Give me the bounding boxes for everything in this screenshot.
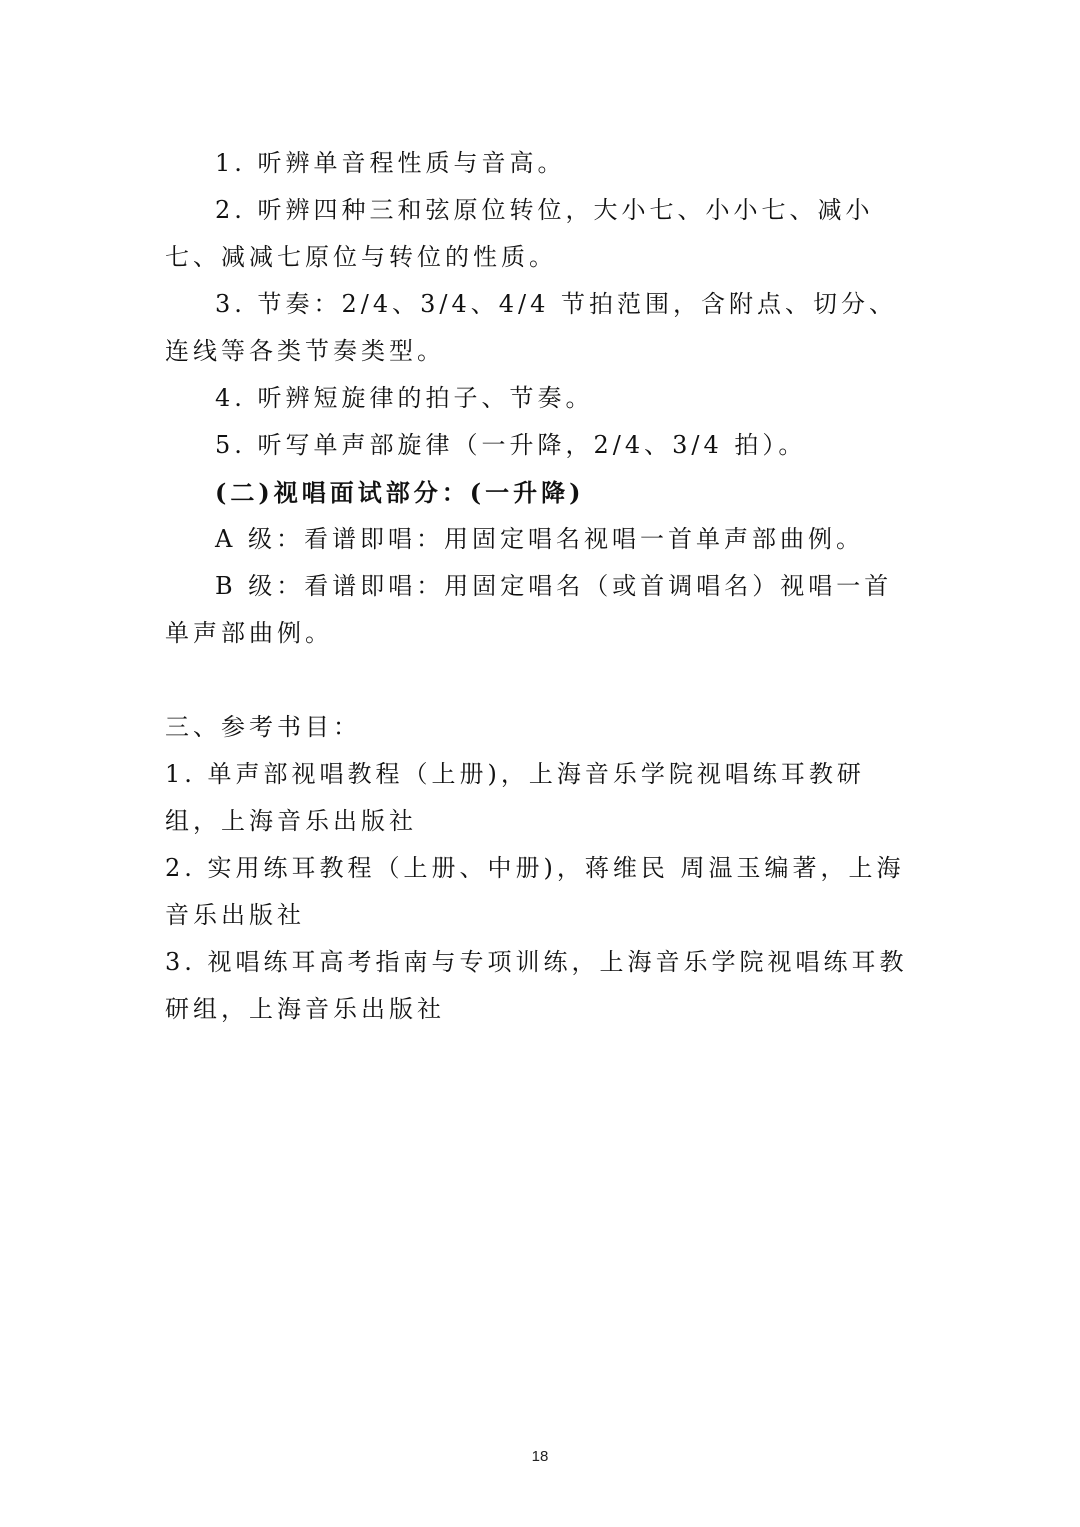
sight-singing-subheading: (二)视唱面试部分：(一升降)	[215, 478, 585, 507]
reference-book-1: 1. 单声部视唱教程（上册)，上海音乐学院视唱练耳教研组，上海音乐出版社	[165, 760, 865, 835]
reference-book-3: 3. 视唱练耳高考指南与专项训练，上海音乐学院视唱练耳教研组，上海音乐出版社	[165, 948, 908, 1023]
exam-item-3: 3. 节奏：2/4、3/4、4/4 节拍范围，含附点、切分、连线等各类节奏类型。	[165, 290, 898, 365]
reference-book-2: 2. 实用练耳教程（上册、中册)，蒋维民 周温玉编著，上海音乐出版社	[165, 854, 905, 929]
level-a-requirement: A 级：看谱即唱：用固定唱名视唱一首单声部曲例。	[215, 525, 864, 553]
page-content	[165, 140, 917, 1033]
exam-item-1: 1. 听辨单音程性质与音高。	[215, 149, 566, 177]
reference-books-heading: 三、参考书目：	[165, 713, 361, 741]
section-spacer	[165, 657, 917, 704]
exam-item-5: 5. 听写单声部旋律（一升降，2/4、3/4 拍）。	[215, 431, 807, 459]
page-number: 18	[531, 1448, 549, 1465]
exam-item-2: 2. 听辨四种三和弦原位转位，大小七、小小七、减小七、减减七原位与转位的性质。	[165, 196, 874, 271]
exam-item-4: 4. 听辨短旋律的拍子、节奏。	[215, 384, 594, 412]
level-b-requirement: B 级：看谱即唱：用固定唱名（或首调唱名）视唱一首单声部曲例。	[165, 572, 893, 647]
